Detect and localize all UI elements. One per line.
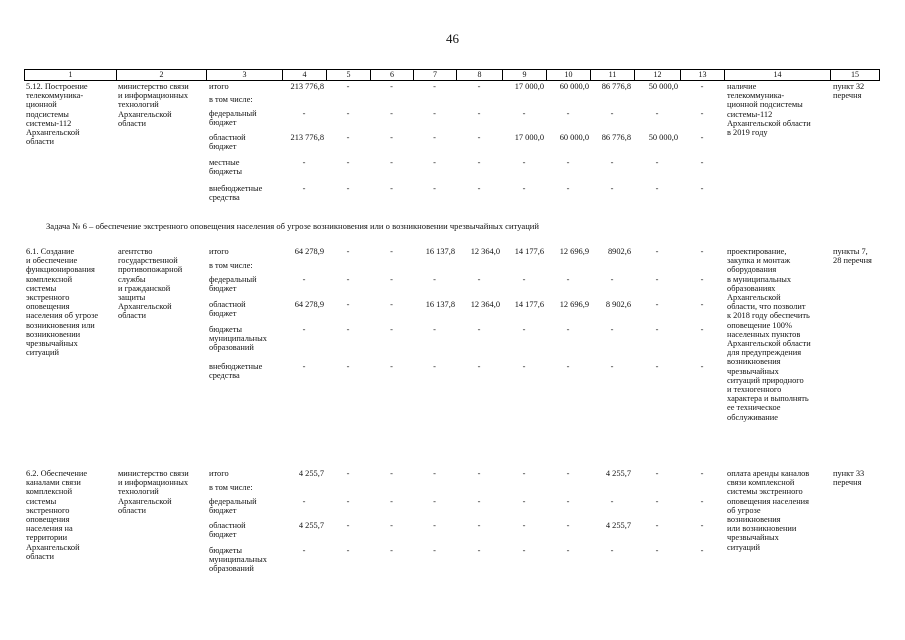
funding-source-label: областной бюджет — [209, 300, 246, 319]
table-cell: - — [346, 546, 350, 555]
table-cell: - — [477, 521, 481, 530]
table-cell: - — [477, 546, 481, 555]
funding-source-label: местные бюджеты — [209, 158, 243, 177]
expected-result: наличие телекоммуника- ционной подсистемы системы-112 Архангельской области в 2019 году — [727, 82, 811, 138]
table-cell: - — [302, 275, 306, 284]
table-cell: - — [522, 497, 526, 506]
table-cell: - — [700, 521, 704, 530]
table-cell: - — [346, 325, 350, 334]
column-number-3: 3 — [206, 70, 282, 80]
table-cell: - — [346, 158, 350, 167]
table-cell: - — [390, 275, 393, 284]
table-cell: - — [655, 158, 659, 167]
table-cell: - — [302, 546, 306, 555]
table-cell: - — [655, 469, 659, 478]
funding-source-label: внебюджетные средства — [209, 362, 263, 381]
table-cell: - — [566, 158, 570, 167]
table-cell: - — [522, 469, 526, 478]
table-cell: 8 902,6 — [605, 300, 631, 309]
table-cell: - — [433, 546, 436, 555]
table-cell: - — [610, 158, 614, 167]
table-cell: - — [390, 247, 393, 256]
table-cell: - — [655, 275, 659, 284]
table-cell: 12 696,9 — [559, 247, 589, 256]
table-cell: - — [346, 184, 350, 193]
funding-source-label: итого — [209, 247, 229, 256]
funding-source-label: в том числе: — [209, 261, 253, 270]
funding-source-label: областной бюджет — [209, 133, 246, 152]
executor: министерство связи и информационных технологий Архангельской области — [118, 469, 189, 515]
table-cell: - — [302, 184, 306, 193]
table-cell: 64 278,9 — [294, 300, 324, 309]
table-cell: 60 000,0 — [559, 133, 589, 142]
table-cell: - — [566, 109, 570, 118]
table-cell: - — [610, 184, 614, 193]
column-number-5: 5 — [326, 70, 370, 80]
table-cell: 12 364,0 — [470, 300, 500, 309]
table-cell: - — [700, 275, 704, 284]
table-cell: - — [433, 362, 436, 371]
table-cell: - — [346, 109, 350, 118]
table-cell: - — [655, 184, 659, 193]
table-cell: 14 177,6 — [514, 247, 544, 256]
table-cell: - — [700, 469, 704, 478]
table-cell: 60 000,0 — [559, 82, 589, 91]
table-cell: 12 696,9 — [559, 300, 589, 309]
table-cell: - — [610, 109, 614, 118]
column-number-11: 11 — [590, 70, 634, 80]
table-cell: - — [346, 469, 350, 478]
table-cell: - — [655, 497, 659, 506]
column-number-1: 1 — [24, 70, 116, 80]
table-cell: - — [302, 497, 306, 506]
table-cell: - — [346, 497, 350, 506]
table-cell: - — [655, 300, 659, 309]
table-cell: - — [433, 109, 436, 118]
table-cell: - — [610, 275, 614, 284]
table-cell: - — [346, 362, 350, 371]
table-cell: - — [390, 158, 393, 167]
table-cell: - — [477, 469, 481, 478]
table-cell: - — [700, 362, 704, 371]
column-number-15: 15 — [830, 70, 880, 80]
table-cell: - — [433, 325, 436, 334]
table-cell: - — [610, 497, 614, 506]
table-cell: - — [390, 497, 393, 506]
table-cell: - — [346, 275, 350, 284]
table-cell: - — [302, 325, 306, 334]
table-cell: - — [477, 158, 481, 167]
column-number-12: 12 — [634, 70, 680, 80]
table-cell: 50 000,0 — [648, 133, 678, 142]
table-cell: - — [346, 133, 350, 142]
table-cell: - — [566, 546, 570, 555]
column-number-8: 8 — [456, 70, 502, 80]
column-number-10: 10 — [546, 70, 590, 80]
table-cell: 12 364,0 — [470, 247, 500, 256]
measure-name: 5.12. Построение телекоммуника- ционной подсистемы системы-112 Архангельской области — [26, 82, 88, 147]
reference: пункт 32 перечня — [833, 82, 865, 101]
table-cell: 213 776,8 — [290, 133, 324, 142]
table-cell: 86 776,8 — [601, 133, 631, 142]
funding-source-label: итого — [209, 469, 229, 478]
column-number-header — [24, 69, 880, 81]
expected-result: оплата аренды каналов связи комплексной системы экстренного оповещения населения об угрозе возникновения или возникновении чрезвычайных ситуаций — [727, 469, 810, 552]
table-cell: - — [700, 82, 704, 91]
table-cell: - — [522, 546, 526, 555]
table-cell: - — [522, 275, 526, 284]
table-cell: - — [655, 546, 659, 555]
table-cell: - — [302, 158, 306, 167]
table-cell: - — [700, 300, 704, 309]
table-cell: - — [700, 325, 704, 334]
table-cell: - — [346, 247, 350, 256]
table-cell: - — [390, 184, 393, 193]
table-cell: - — [655, 521, 659, 530]
table-cell: 64 278,9 — [294, 247, 324, 256]
table-cell: 4 255,7 — [605, 521, 631, 530]
funding-source-label: итого — [209, 82, 229, 91]
table-cell: - — [390, 362, 393, 371]
table-cell: - — [522, 158, 526, 167]
measure-name: 6.1. Создание и обеспечение функционирования комплексной системы экстренного оповещения населения об угрозе возникновения или возникновении чрезвычайных ситуаций — [26, 247, 99, 358]
table-cell: - — [700, 133, 704, 142]
executor: министерство связи и информационных технологий Архангельской области — [118, 82, 189, 128]
table-cell: - — [390, 325, 393, 334]
funding-source-label: федеральный бюджет — [209, 109, 257, 128]
column-number-6: 6 — [370, 70, 413, 80]
table-cell: - — [433, 133, 436, 142]
table-cell: - — [390, 469, 393, 478]
funding-source-label: областной бюджет — [209, 521, 246, 540]
table-cell: - — [655, 362, 659, 371]
table-cell: - — [390, 521, 393, 530]
funding-source-label: бюджеты муниципальных образований — [209, 546, 267, 574]
table-cell: - — [477, 325, 481, 334]
funding-source-label: в том числе: — [209, 95, 253, 104]
table-cell: - — [700, 158, 704, 167]
table-cell: - — [566, 469, 570, 478]
funding-source-label: федеральный бюджет — [209, 275, 257, 294]
table-cell: - — [566, 275, 570, 284]
table-cell: 86 776,8 — [601, 82, 631, 91]
table-cell: - — [566, 362, 570, 371]
table-cell: - — [433, 82, 436, 91]
measure-name: 6.2. Обеспечение каналами связи комплексной системы экстренного оповещения населения на территории Архангельской области — [26, 469, 88, 561]
table-cell: - — [522, 325, 526, 334]
table-cell: - — [477, 109, 481, 118]
funding-source-label: внебюджетные средства — [209, 184, 263, 203]
reference: пункты 7, 28 перечня — [833, 247, 872, 266]
table-cell: - — [700, 184, 704, 193]
funding-source-label: в том числе: — [209, 483, 253, 492]
table-cell: - — [390, 133, 393, 142]
table-cell: - — [346, 521, 350, 530]
table-cell: 17 000,0 — [514, 133, 544, 142]
table-cell: - — [477, 362, 481, 371]
table-cell: - — [655, 325, 659, 334]
table-cell: 17 000,0 — [514, 82, 544, 91]
table-cell: - — [390, 109, 393, 118]
table-cell: 16 137,8 — [425, 247, 455, 256]
table-cell: - — [700, 247, 704, 256]
table-cell: - — [346, 300, 350, 309]
table-cell: - — [433, 521, 436, 530]
table-cell: - — [566, 184, 570, 193]
table-cell: 4 255,7 — [605, 469, 631, 478]
table-cell: - — [610, 325, 614, 334]
table-cell: - — [477, 497, 481, 506]
expected-result: проектирование, закупка и монтаж оборудования в муниципальных образованиях Архангельской области, что позволит к 2018 году обеспечить оповещение 100% населенных пунктов Архангельской области для предупреждения возникновения чрезвычайных ситуаций природного и техногенного характера и выполнять ее техническое обслуживание — [727, 247, 811, 422]
table-cell: - — [522, 184, 526, 193]
table-cell: - — [433, 158, 436, 167]
table-cell: - — [433, 275, 436, 284]
task-heading: Задача № 6 – обеспечение экстренного оповещения населения об угрозе возникновения или о возникновении чрезвычайных ситуаций — [46, 221, 540, 231]
table-cell: - — [433, 497, 436, 506]
table-cell: - — [522, 362, 526, 371]
reference: пункт 33 перечня — [833, 469, 865, 488]
column-number-7: 7 — [413, 70, 456, 80]
table-cell: - — [610, 362, 614, 371]
table-cell: - — [610, 546, 614, 555]
table-cell: - — [655, 109, 659, 118]
table-cell: - — [700, 497, 704, 506]
table-cell: 8902,6 — [607, 247, 631, 256]
table-cell: - — [302, 362, 306, 371]
table-cell: - — [566, 521, 570, 530]
table-cell: - — [655, 247, 659, 256]
table-cell: - — [302, 109, 306, 118]
table-cell: - — [522, 521, 526, 530]
table-cell: - — [390, 546, 393, 555]
column-number-2: 2 — [116, 70, 206, 80]
table-cell: - — [433, 469, 436, 478]
funding-source-label: федеральный бюджет — [209, 497, 257, 516]
funding-source-label: бюджеты муниципальных образований — [209, 325, 267, 353]
table-cell: - — [566, 325, 570, 334]
table-cell: - — [477, 133, 481, 142]
table-cell: - — [346, 82, 350, 91]
page-number: 46 — [446, 31, 459, 46]
table-cell: 213 776,8 — [290, 82, 324, 91]
table-cell: - — [477, 275, 481, 284]
executor: агентство государственной противопожарной службы и гражданской защиты Архангельской области — [118, 247, 183, 321]
table-cell: - — [390, 300, 393, 309]
table-cell: - — [477, 82, 481, 91]
table-cell: - — [433, 184, 436, 193]
table-cell: 50 000,0 — [648, 82, 678, 91]
table-cell: 4 255,7 — [298, 521, 324, 530]
table-cell: - — [522, 109, 526, 118]
table-cell: 14 177,6 — [514, 300, 544, 309]
table-cell: - — [700, 109, 704, 118]
table-cell: 4 255,7 — [298, 469, 324, 478]
table-cell: - — [700, 546, 704, 555]
table-cell: - — [390, 82, 393, 91]
column-number-14: 14 — [724, 70, 830, 80]
column-number-4: 4 — [282, 70, 326, 80]
table-cell: - — [566, 497, 570, 506]
column-number-9: 9 — [502, 70, 546, 80]
column-number-13: 13 — [680, 70, 724, 80]
table-cell: 16 137,8 — [425, 300, 455, 309]
table-cell: - — [477, 184, 481, 193]
